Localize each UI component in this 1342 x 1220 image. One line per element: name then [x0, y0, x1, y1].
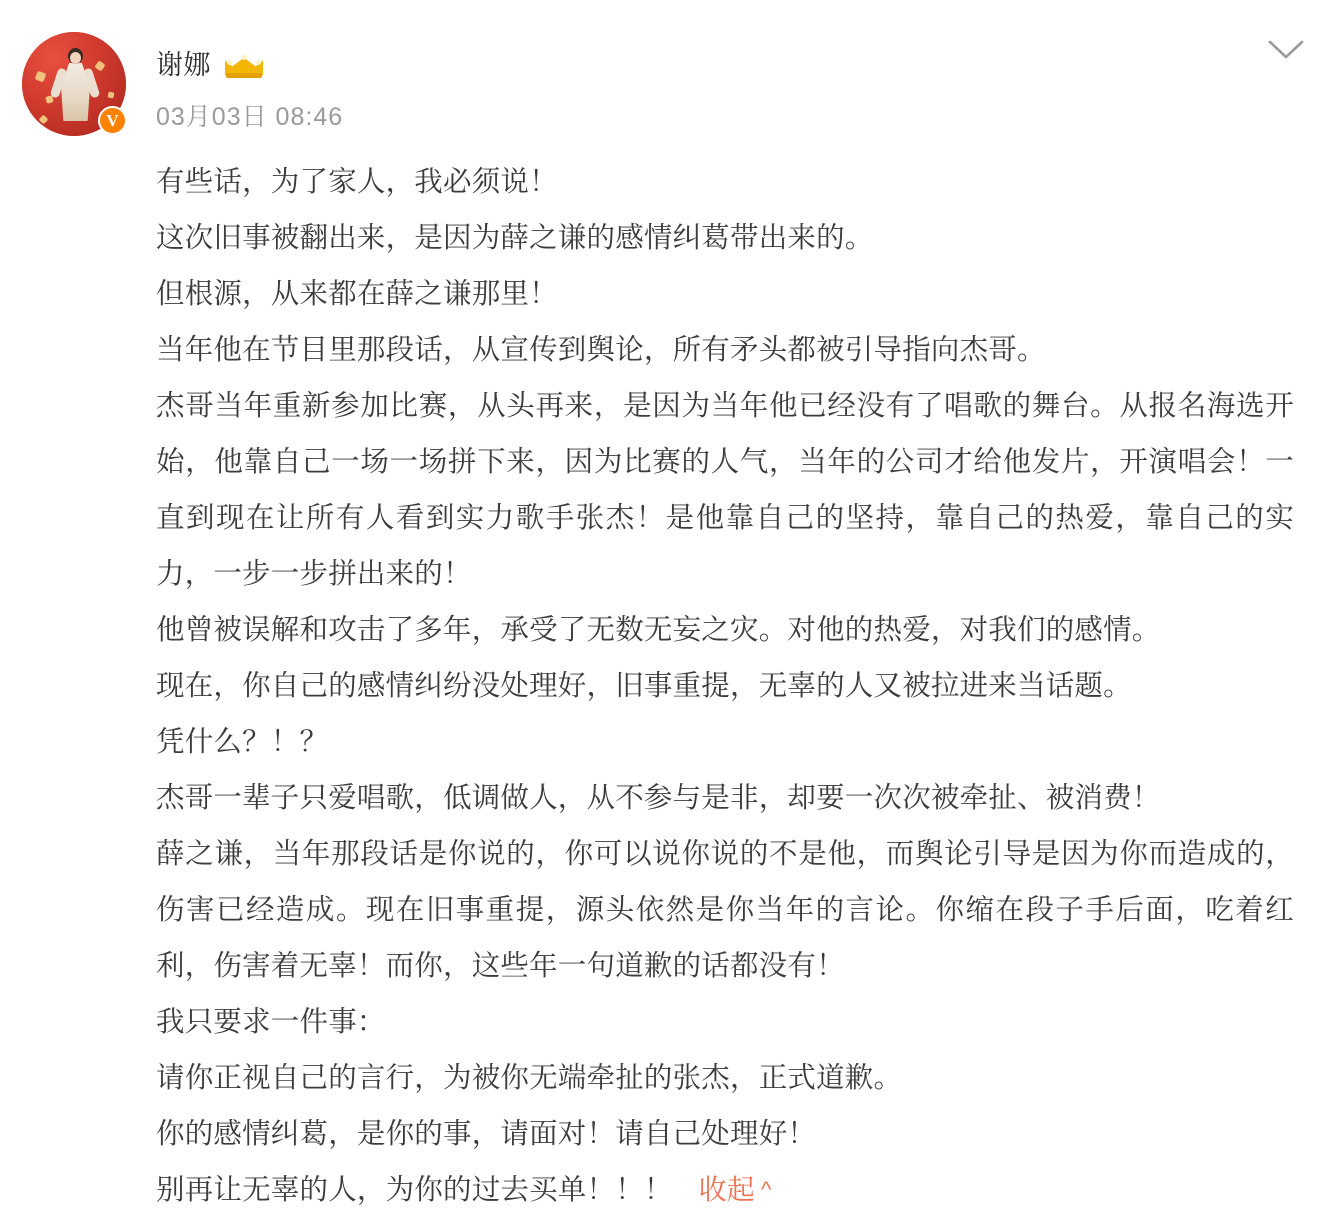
crown-icon-base: [226, 73, 262, 78]
author-meta: [156, 28, 343, 133]
author-nickname[interactable]: 谢娜: [156, 50, 211, 80]
chevron-down-icon[interactable]: [1266, 36, 1306, 64]
crown-icon-gem: [256, 60, 261, 65]
post-paragraph: 有些话，为了家人，我必须说！: [156, 166, 558, 198]
crown-icon-gem: [242, 55, 247, 60]
chevron-up-icon: ^: [761, 1177, 772, 1202]
post-paragraph: 杰哥一辈子只爱唱歌，低调做人，从不参与是非，却要一次次被牵扯、被消费！: [156, 782, 1161, 814]
post-paragraph: 这次旧事被翻出来，是因为薛之谦的感情纠葛带出来的。: [156, 222, 874, 254]
post-paragraph: 当年他在节目里那段话，从宣传到舆论，所有矛头都被引导指向杰哥。: [156, 334, 1046, 366]
post-paragraph: 请你正视自己的言行，为被你无端牵扯的张杰，正式道歉。: [156, 1062, 903, 1094]
post-paragraph: 但根源，从来都在薛之谦那里！: [156, 278, 558, 310]
avatar-confetti: [108, 92, 115, 99]
post-timestamp: 03月03日 08:46: [156, 103, 344, 131]
post-paragraph: 杰哥当年重新参加比赛，从头再来，是因为当年他已经没有了唱歌的舞台。从报名海选开始，他靠自己一场一场拼下来，因为比赛的人气，当年的公司才给他发片，开演唱会！一直到现在让所有人看到实力歌手张杰！是他靠自己的坚持，靠自己的热爱，靠自己的实力，一步一步拼出来的！: [156, 390, 1294, 590]
post-paragraph: 现在，你自己的感情纠纷没处理好，旧事重提，无辜的人又被拉进来当话题。: [156, 670, 1132, 702]
post-content: [156, 154, 1294, 1220]
post-paragraph: 他曾被误解和攻击了多年，承受了无数无妄之灾。对他的热爱，对我们的感情。: [156, 614, 1161, 646]
avatar-person: [60, 48, 90, 130]
verified-icon: V: [98, 106, 127, 135]
post-paragraph: 薛之谦，当年那段话是你说的，你可以说你说的不是他，而舆论引导是因为你而造成的，伤害已经造成。现在旧事重提，源头依然是你当年的言论。你缩在段子手后面，吃着红利，伤害着无辜！而你，这些年一句道歉的话都没有！: [156, 838, 1294, 982]
post-paragraph: 你的感情纠葛，是你的事，请面对！请自己处理好！: [156, 1118, 817, 1150]
avatar[interactable]: [22, 32, 126, 136]
post-paragraph-text: 别再让无辜的人，为你的过去买单！！！: [156, 1174, 673, 1206]
crown-icon-gem: [227, 60, 232, 65]
avatar-person-face: [70, 52, 81, 64]
post-last-paragraph: [156, 1162, 1294, 1220]
collapse-post-link[interactable]: [699, 1174, 772, 1205]
post-header: [22, 28, 1312, 136]
crown-icon: [225, 52, 263, 79]
post-paragraph: 凭什么？！？: [156, 726, 329, 758]
post-paragraph: 我只要求一件事：: [156, 1006, 386, 1038]
author-name-row: [156, 52, 343, 79]
collapse-post-label: 收起: [698, 1174, 756, 1205]
